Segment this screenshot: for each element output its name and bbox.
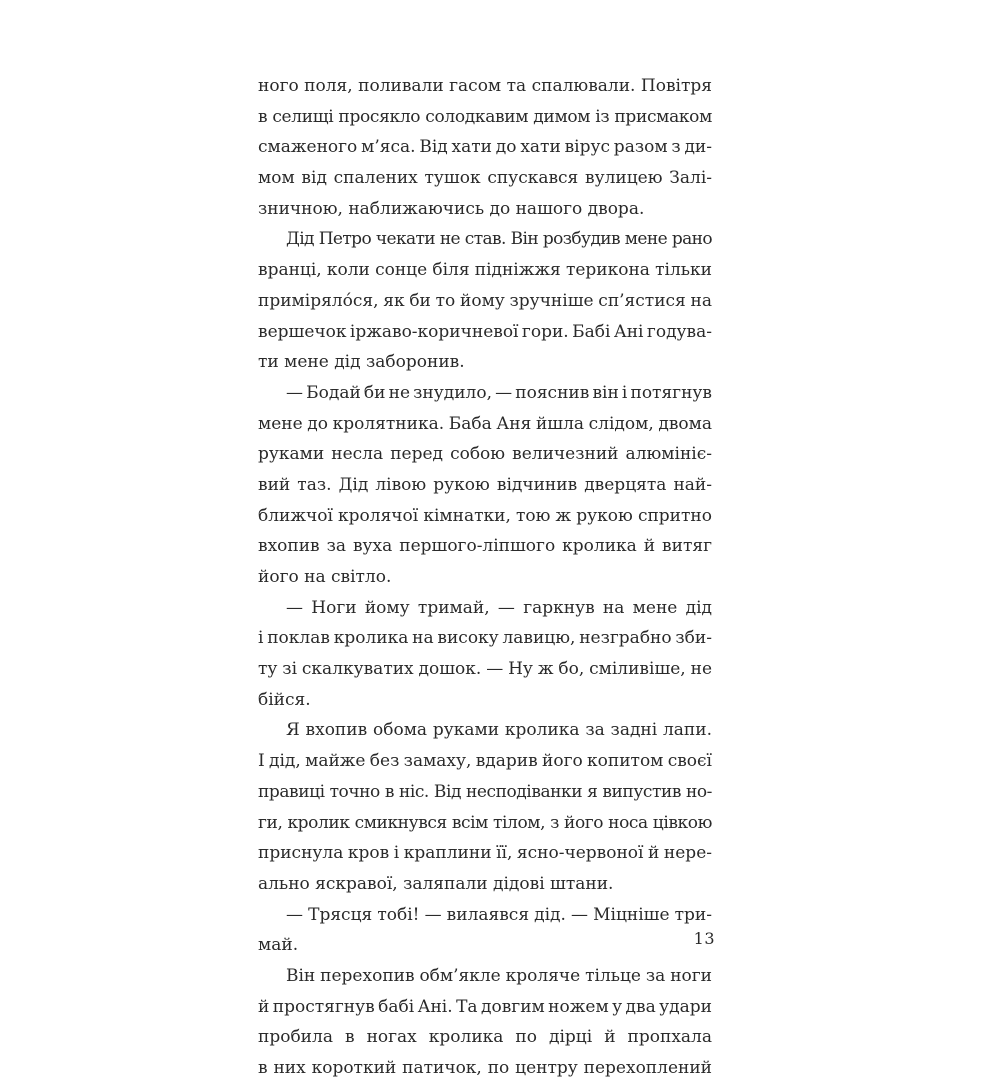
body-text xyxy=(258,71,712,1084)
text-line: мене до кролятника. Баба Аня йшла слідом, двома xyxy=(258,413,712,434)
text-line: правиці точно в ніс. Від несподіванки я випустив но- xyxy=(258,781,712,802)
text-line: ти мене дід заборонив. xyxy=(258,352,465,373)
text-line: вхопив за вуха першого-ліпшого кролика й витяг xyxy=(258,536,712,557)
text-line: його на світло. xyxy=(258,567,392,587)
text-line: смаженого м’яса. Від хати до хати вірус разом з ди- xyxy=(258,137,712,158)
text-line: й простягнув бабі Ані. Та довгим ножем у два удари xyxy=(258,996,712,1017)
text-line: май. xyxy=(258,935,299,956)
text-line: мом від спалених тушок спускався вулицею Залі- xyxy=(258,168,712,189)
text-line: приснула кров і краплини її, ясно-червоної й нере- xyxy=(258,843,712,864)
text-line: ного поля, поливали гасом та спалювали. Повітря xyxy=(258,76,712,96)
page-number: 13 xyxy=(693,929,715,948)
text-line: — Трясця тобі! — вилаявся дід. — Міцніше три- xyxy=(286,904,712,925)
text-line: Він перехопив обм’якле кроляче тільце за ноги xyxy=(286,965,712,986)
text-line: руками несла перед собою величезний алюмініє- xyxy=(258,444,712,465)
text-line: зничною, наближаючись до нашого двора. xyxy=(258,198,645,219)
text-line: — Ноги йому тримай, — гаркнув на мене дід xyxy=(286,597,712,618)
text-line: вий таз. Дід лівою рукою відчинив дверцята най- xyxy=(258,474,712,495)
text-line: і поклав кролика на високу лавицю, незграбно зби- xyxy=(258,628,712,649)
text-line: ально яскравої, заляпали дідові штани. xyxy=(258,873,614,894)
text-line: ту зі скалкуватих дошок. — Ну ж бо, сміливіше, не xyxy=(258,659,712,680)
text-line: в них короткий патичок, по центру перехоплений xyxy=(258,1058,712,1078)
text-line: Я вхопив обома руками кролика за задні лапи. xyxy=(286,720,712,741)
text-line: в селищі просякло солодкавим димом із присмаком xyxy=(258,106,712,127)
text-line: вершечок іржаво-коричневої гори. Бабі Ані годува- xyxy=(258,321,712,342)
text-line: — Бодай би не знудило, — пояснив він і потягнув xyxy=(286,382,712,403)
text-line: бійся. xyxy=(258,689,311,710)
text-line: приміряло́ся, як би то йому зручніше сп’ястися на xyxy=(258,290,712,311)
text-line: ги, кролик смикнувся всім тілом, з його носа цівкою xyxy=(258,812,712,833)
text-line: ближчої кролячої кімнатки, тою ж рукою спритно xyxy=(258,505,712,526)
text-line: пробила в ногах кролика по дірці й пропхала xyxy=(258,1027,712,1048)
text-line: вранці, коли сонце біля підніжжя терикона тільки xyxy=(258,260,712,281)
text-line: І дід, майже без замаху, вдарив його копитом своєї xyxy=(258,751,712,772)
text-line: Дід Петро чекати не став. Він розбудив мене рано xyxy=(286,229,712,250)
